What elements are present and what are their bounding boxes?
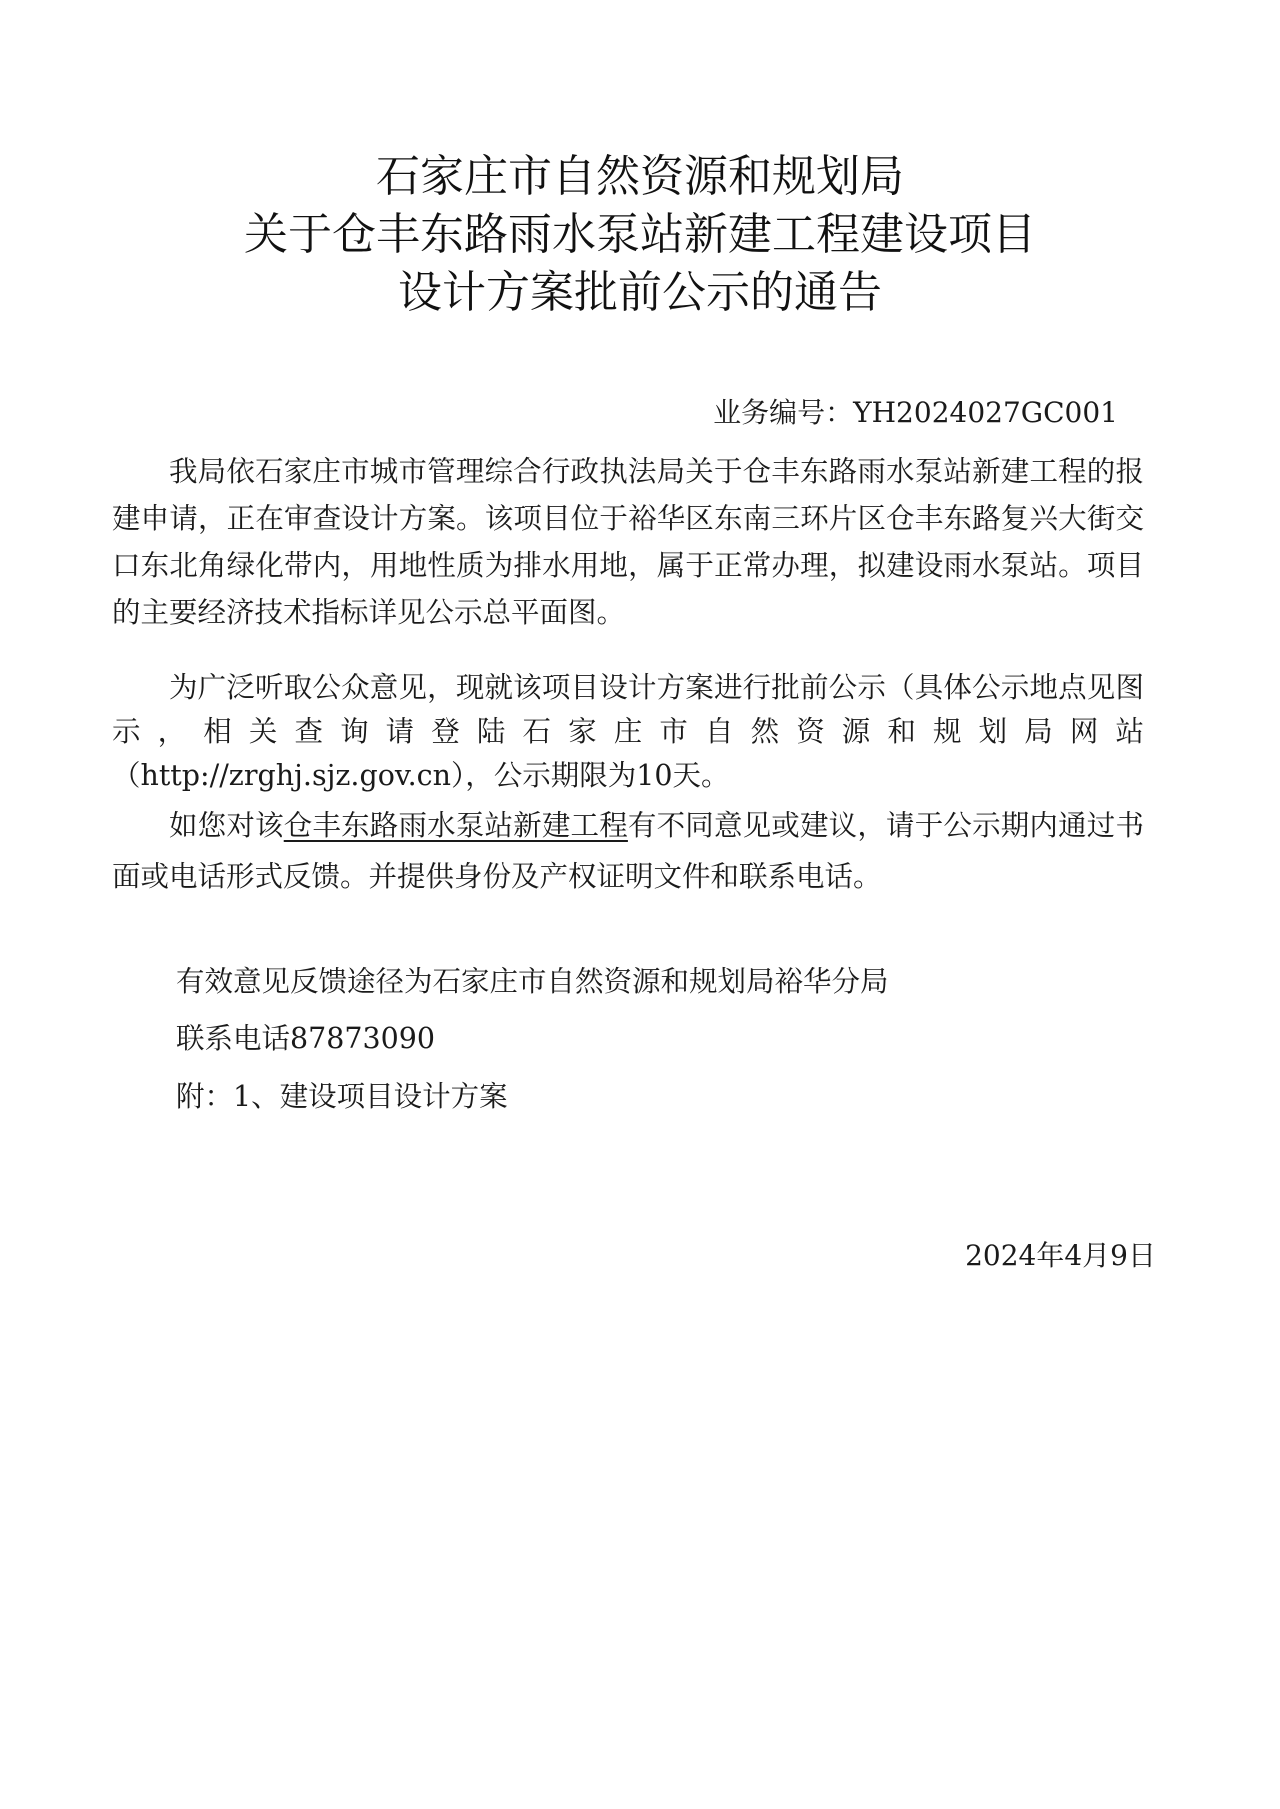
- business-number: 业务编号：YH2024027GC001: [713, 396, 1118, 429]
- paragraph-feedback: [112, 800, 1144, 902]
- project-name-underlined: 仓丰东路雨水泵站新建工程: [283, 809, 628, 842]
- title-line-2: 关于仓丰东路雨水泵站新建工程建设项目: [244, 209, 1036, 260]
- feedback-prefix: 如您对该: [169, 809, 284, 842]
- feedback-suffix: 有不同意见或建议，请于公示期内通过书面或电话形式反馈。并提供身份及产权证明文件和联系电话。: [112, 809, 1144, 893]
- issue-date: 2024年4月9日: [965, 1239, 1156, 1272]
- title-line-3: 设计方案批前公示的通告: [398, 267, 882, 318]
- contact-phone: 联系电话87873090: [176, 1022, 436, 1055]
- title-line-1: 石家庄市自然资源和规划局: [376, 151, 904, 202]
- paragraph-application: 我局依石家庄市城市管理综合行政执法局关于仓丰东路雨水泵站新建工程的报建申请，正在审查设计方案。该项目位于裕华区东南三环片区仓丰东路复兴大街交口东北角绿化带内，用地性质为排水用地，属于正常办理，拟建设雨水泵站。项目的主要经济技术指标详见公示总平面图。: [112, 455, 1144, 629]
- attachment-list: 附：1、建设项目设计方案: [176, 1080, 508, 1113]
- notice-title: [0, 148, 1280, 322]
- feedback-route: 有效意见反馈途径为石家庄市自然资源和规划局裕华分局: [176, 965, 889, 998]
- paragraph-public-notice: 为广泛听取公众意见，现就该项目设计方案进行批前公示（具体公示地点见图示，相关查询请登陆石家庄市自然资源和规划局网站（http://zrghj.sjz.gov.cn），公示期限为10天。: [112, 671, 1144, 792]
